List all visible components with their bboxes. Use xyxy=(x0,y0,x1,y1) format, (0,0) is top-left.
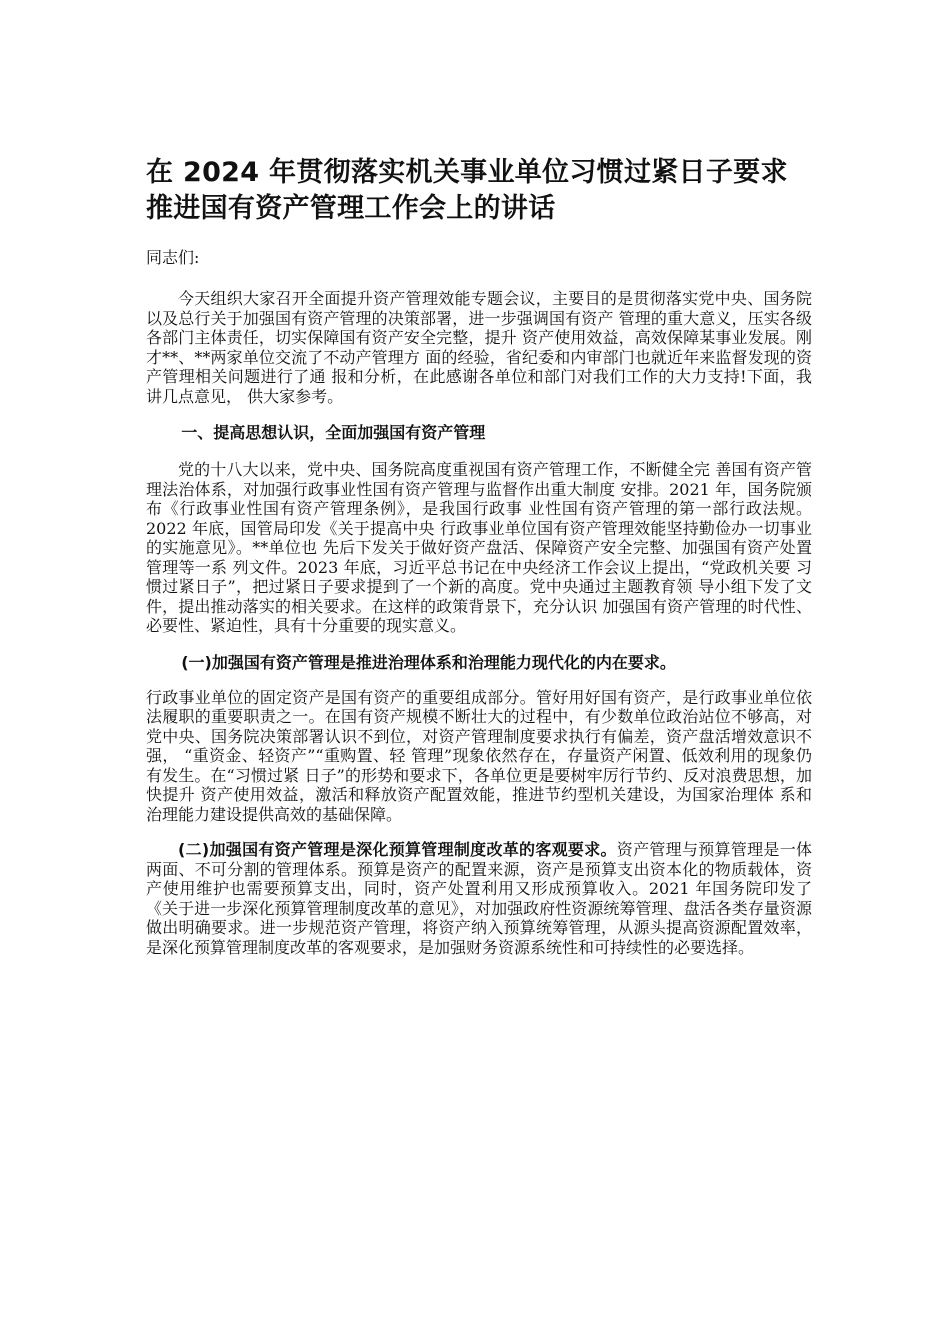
greeting: 同志们: xyxy=(146,248,200,267)
section-1-paragraph: 党的十八大以来，党中央、国务院高度重视国有资产管理工作，不断健全完 善国有资产管理法治体系，对加强行政事业性国有资产管理与监督作出重大制度 安排。2021 年，国务院颁布《行政事业性国有资产管理条例》，是我国行政事 业性国有资产管理的第一部行政法规。2022 年底，国管局印发《关于提高中央 行政事业单位国有资产管理效能坚持勤俭办一切事业的实施意见》。**单位也 先后下发关于做好资产盘活、保障资产安全完整、加强国有资产处置管理等一系 列文件。2023 年底，习近平总书记在中央经济工作会议上提出，“党政机关要 习惯过紧日子”，把过紧日子要求提到了一个新的高度。党中央通过主题教育领 导小组下发了文件，提出推动落实的相关要求。在这样的政策背景下，充分认识 加强国有资产管理的时代性、必要性、紧迫性，具有十分重要的现实意义。 xyxy=(146,460,812,635)
section-1-heading: 一、提高思想认识，全面加强国有资产管理 xyxy=(181,423,486,442)
intro-paragraph: 今天组织大家召开全面提升资产管理效能专题会议，主要目的是贯彻落实党中央、国务院以及总行关于加强国有资产管理的决策部署，进一步强调国有资产 管理的重大意义，压实各级各部门主体责任，切实保障国有资产安全完整，提升 资产使用效益，高效保障某事业发展。刚才**、**两家单位交流了不动产管理方 面的经验，省纪委和内审部门也就近年来监督发现的资产管理相关问题进行了通 报和分析，在此感谢各单位和部门对我们工作的大力支持!下面，我讲几点意见， 供大家参考。 xyxy=(146,289,812,406)
subsection-1-paragraph: 行政事业单位的固定资产是国有资产的重要组成部分。管好用好国有资产，是行政事业单位依法履职的重要职责之一。在国有资产规模不断壮大的过程中，有少数单位政治站位不够高，对党中央、国务院决策部署认识不到位，对资产管理制度要求执行有偏差，资产盘活增效意识不强， “重资金、轻资产”“重购置、轻 管理”现象依然存在，存量资产闲置、低效利用的现象仍有发生。在“习惯过紧 日子”的形势和要求下，各单位更是要树牢厉行节约、反对浪费思想，加快提升 资产使用效益，激活和释放资产配置效能，推进节约型机关建设，为国家治理体 系和治理能力建设提供高效的基础保障。 xyxy=(146,687,812,824)
document-title: 在 2024 年贯彻落实机关事业单位习惯过紧日子要求 推进国有资产管理工作会上的讲话 xyxy=(146,157,788,224)
subsection-1-heading: (一)加强国有资产管理是推进治理体系和治理能力现代化的内在要求。 xyxy=(181,652,676,672)
subsection-2-heading: (二)加强国有资产管理是深化预算管理制度改革的客观要求。 xyxy=(178,840,617,859)
subsection-2-body: 资产管理与预算管理是一体两面、不可分割的管理体系。预算是资产的配置来源，资产是预算支出资本化的物质载体，资产使用维护也需要预算支出，同时，资产处置利用又形成预算收入。2021 年国务院印发了《关于进一步深化预算管理制度改革的意见》，对加强政府性资源统筹管理、盘活各类存量资源做出明确要求。进一步规范资产管理，将资产纳入预算统筹管理，从源头提高资源配置效率，是深化预算管理制度改革的客观要求，是加强财务资源系统性和可持续性的必要选择。 xyxy=(146,840,812,957)
subsection-2-paragraph xyxy=(146,840,812,957)
document-page xyxy=(146,155,812,973)
